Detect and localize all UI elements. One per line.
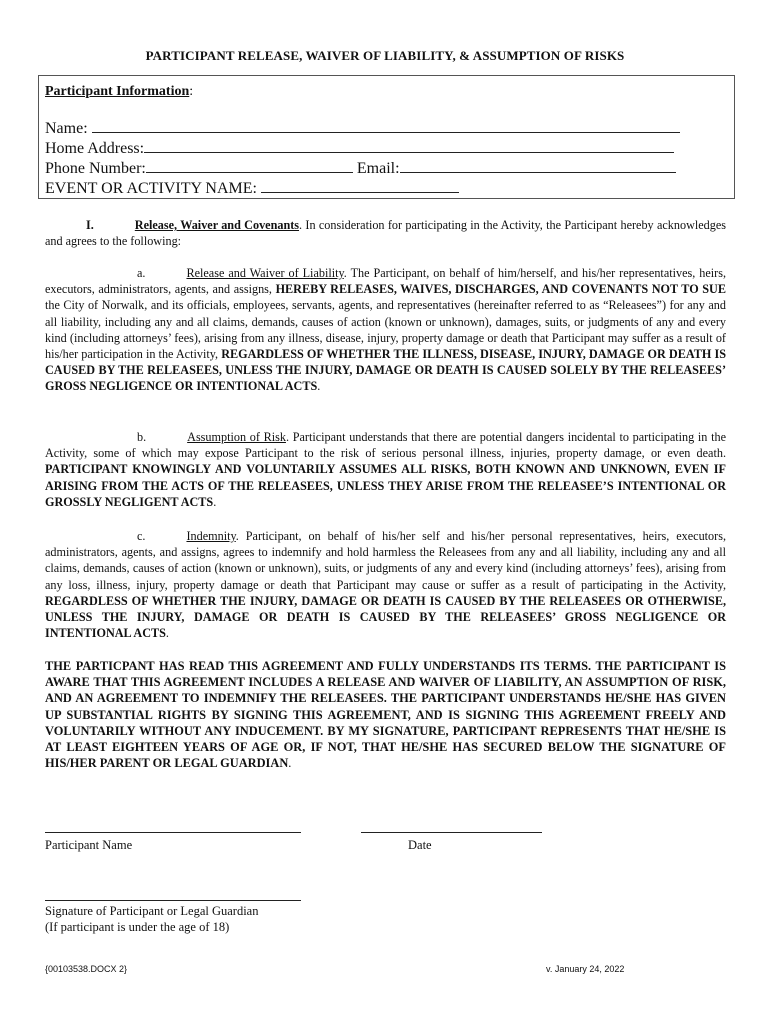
address-label: Home Address:	[45, 140, 145, 157]
email-label: Email:	[356, 160, 400, 177]
event-field[interactable]	[45, 178, 734, 198]
clause-a-bold2: REGARDLESS OF WHETHER THE ILLNESS, DISEASE, INJURY, DAMAGE OR DEATH IS CAUSED BY THE RELEASEES, UNLESS THE INJURY, DAMAGE OR DEATH IS CAUSED SOLELY BY THE RELEASEES’ GROSS NEGLIGENCE OR INTENTIONAL ACTS	[45, 347, 726, 394]
signature-note: (If participant is under the age of 18)	[45, 920, 230, 934]
acknowledgment-text: THE PARTICPANT HAS READ THIS AGREEMENT AND FULLY UNDERSTANDS ITS TERMS. THE PARTICIPANT IS AWARE THAT THIS AGREEMENT INCLUDES A RELEASE AND WAIVER OF LIABILITY, AN ASSUMPTION OF RISK, AND AN AGREEMENT TO INDEMNIFY THE RELEASEES. THE PARTICIPANT UNDERSTANDS HE/SHE HAS GIVEN UP SUBSTANTIAL RIGHTS BY SIGNING THIS AGREEMENT, AND IS SIGNING THIS AGREEMENT FREELY AND VOLUNTARILY WITHOUT ANY INDUCEMENT. BY MY SIGNATURE, PARTICIPANT REPRESENTS THAT HE/SHE IS AT LEAST EIGHTEEN YEARS OF AGE OR, IF NOT, THAT HE/SHE HAS SECURED BELOW THE SIGNATURE OF HIS/HER PARENT OR LEGAL GUARDIAN	[45, 659, 726, 771]
footer-version: v. January 24, 2022	[546, 964, 625, 974]
section-1-number: I.	[86, 218, 94, 232]
address-line[interactable]	[144, 138, 674, 153]
clause-c-text1: . Participant, on behalf of his/her self and his/her personal representatives, heirs, executors, administrators, agents, and assigns, agrees to indemnify and hold harmless the Releasees from any and all liability, including any and all claims, demands, causes of action (known or unknown), suits, or judgments of any and every kind (including attorneys’ fees), arising from any loss, illness, injury, property damage or death that Participant may cause or suffer as a result of participating in the Activity,	[45, 529, 726, 592]
name-line[interactable]	[92, 118, 680, 133]
participant-name-label: Participant Name	[45, 838, 133, 852]
clause-b-heading: Assumption of Risk	[187, 430, 286, 444]
participant-info-colon: :	[189, 84, 194, 99]
clause-c-end: .	[165, 626, 169, 641]
participant-info-heading: Participant Information	[45, 84, 190, 99]
clause-b-letter: b.	[137, 430, 147, 444]
section-1-text: . In consideration for participating in the Activity, the Participant hereby acknowledges and agrees to the following:	[45, 218, 726, 249]
clause-c-letter: c.	[137, 529, 146, 543]
clause-b-bold1: PARTICIPANT KNOWINGLY AND VOLUNTARILY ASSUMES ALL RISKS, BOTH KNOWN AND UNKNOWN, EVEN IF ARISING FROM THE ACTS OF THE RELEASEES, UNLESS THEY ARISE FROM THE RELEASEE’S INTENTIONAL OR GROSSLY NEGLIGENT ACTS	[45, 462, 726, 509]
phone-email-field[interactable]	[45, 158, 734, 178]
clause-b	[45, 429, 726, 510]
document-title: PARTICIPANT RELEASE, WAIVER OF LIABILITY, & ASSUMPTION OF RISKS	[145, 48, 625, 63]
clause-a-text2: the City of Norwalk, and its officials, employees, servants, agents, and representatives (hereinafter referred to as “Releasees”) for any and all liability, including any and all claims, demands, causes of action (known or unknown), damages, suits, or judgments of any and every kind (including attorneys’ fees), arising from any illness, disease, injury, property damage or death that Participant may suffer as a result of his/her participation in the Activity,	[45, 298, 726, 362]
date-line[interactable]	[361, 832, 542, 833]
participant-info-box	[38, 75, 735, 199]
date-label: Date	[408, 838, 432, 852]
email-line[interactable]	[400, 158, 676, 173]
footer-doc-id: {00103538.DOCX 2}	[45, 964, 128, 974]
phone-label: Phone Number:	[45, 160, 146, 177]
signature-label: Signature of Participant or Legal Guardian	[45, 904, 259, 918]
acknowledgment-end: .	[288, 756, 292, 771]
name-field[interactable]	[45, 118, 734, 138]
clause-a-end: .	[317, 379, 321, 394]
section-1	[45, 217, 726, 249]
participant-name-line[interactable]	[45, 832, 301, 833]
address-field[interactable]	[45, 138, 734, 158]
clause-a-bold1: HEREBY RELEASES, WAIVES, DISCHARGES, AND COVENANTS NOT TO SUE	[275, 282, 726, 297]
clause-a-text1: . The Participant, on behalf of him/herself, and his/her representatives, heirs, executors, administrators, agents, and assigns,	[45, 266, 726, 297]
section-1-heading: Release, Waiver and Covenants	[134, 218, 300, 232]
signature-line[interactable]	[45, 900, 301, 901]
event-line[interactable]	[261, 178, 459, 193]
clause-a-heading: Release and Waiver of Liability	[186, 266, 344, 280]
clause-a-letter: a.	[137, 266, 146, 280]
name-label: Name:	[45, 120, 88, 137]
clause-a	[45, 265, 726, 395]
event-label: EVENT OR ACTIVITY NAME:	[45, 180, 257, 197]
clause-b-text1: . Participant understands that there are potential dangers incidental to participating in the Activity, some of which may expose Participant to the risk of serious personal illness, injuries, property damage, or even death.	[45, 430, 726, 461]
clause-c-heading: Indemnity	[186, 529, 236, 543]
clause-c-bold1: REGARDLESS OF WHETHER THE INJURY, DAMAGE OR DEATH IS CAUSED BY THE RELEASEES OR OTHERWISE, UNLESS THE INJURY, DAMAGE OR DEATH IS CAUSED BY THE RELEASEES’ GROSS NEGLIGENCE OR INTENTIONAL ACTS	[45, 593, 726, 641]
acknowledgment	[45, 658, 726, 771]
phone-line[interactable]	[146, 158, 353, 173]
clause-b-end: .	[213, 494, 217, 509]
clause-c	[45, 528, 726, 641]
